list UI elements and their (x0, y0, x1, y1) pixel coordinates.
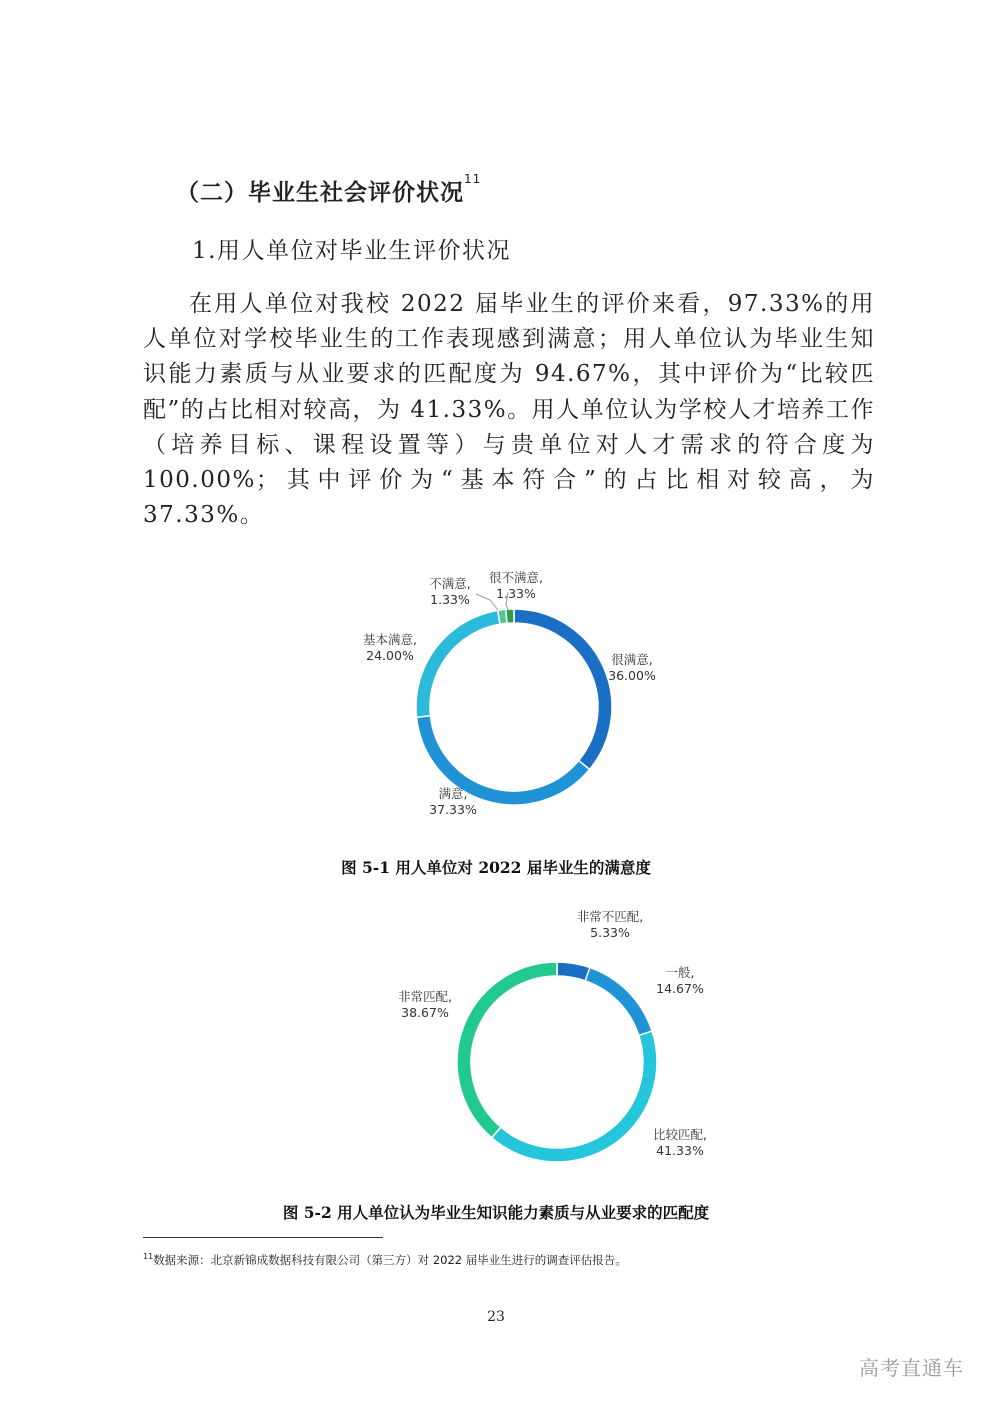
donut-slice (506, 609, 514, 623)
figure-caption-5-1: 图 5-1 用人单位对 2022 届毕业生的满意度 (341, 858, 651, 877)
slice-name-label: 不满意, (429, 576, 471, 591)
slice-value-label: 1.33% (430, 592, 470, 607)
slice-name-label: 比较匹配, (653, 1127, 707, 1142)
slice-value-label: 24.00% (366, 648, 414, 663)
slice-value-label: 37.33% (429, 802, 477, 817)
match-donut-svg (370, 905, 730, 1175)
slice-value-label: 36.00% (608, 668, 656, 683)
section-heading-text: （二）毕业生社会评价状况 (176, 180, 464, 206)
slice-name-label: 很不满意, (489, 570, 543, 585)
satisfaction-donut-chart (330, 560, 690, 830)
body-paragraph: 在用人单位对我校 2022 届毕业生的评价来看，97.33%的用人单位对学校毕业生的工作表现感到满意；用人单位认为毕业生知识能力素质与从业要求的匹配度为 94.67%，其中评价为“比较匹配”的占比相对较高，为 41.33%。用人单位认为学校人才培养工作（培养目标、课程设置等）与贵单位对人才需求的符合度为 100.00%；其中评价为“基本符合”的占比相对较高，为 37.33%。 (143, 291, 875, 529)
match-donut-chart (370, 905, 730, 1175)
footnote-divider (143, 1237, 383, 1238)
slice-name-label: 很满意, (611, 652, 653, 667)
donut-slice (557, 962, 590, 981)
footnote-text: 数据来源：北京新锦成数据科技有限公司（第三方）对 2022 届毕业生进行的调查评估报告。 (153, 1253, 627, 1267)
watermark: 高考直通车 (859, 1356, 964, 1380)
slice-name-label: 非常匹配, (398, 989, 452, 1004)
slice-name-label: 非常不匹配, (576, 909, 644, 924)
slice-value-label: 1.33% (496, 586, 536, 601)
satisfaction-donut-svg (330, 560, 690, 830)
slice-value-label: 38.67% (401, 1005, 449, 1020)
donut-slice (514, 609, 612, 769)
leader-line (476, 594, 498, 610)
donut-slice (416, 610, 500, 717)
footnote-number: 11 (143, 1252, 154, 1261)
slice-value-label: 5.33% (590, 925, 630, 940)
donut-slice (492, 1031, 657, 1162)
subsection-heading: 1.用人单位对毕业生评价状况 (192, 238, 511, 264)
donut-slice (457, 962, 557, 1138)
slice-name-label: 满意, (438, 786, 468, 801)
footnote (143, 1252, 627, 1268)
figure-caption-5-2: 图 5-2 用人单位认为毕业生知识能力素质与从业要求的匹配度 (282, 1203, 710, 1222)
slice-name-label: 基本满意, (363, 632, 417, 647)
page-number: 23 (487, 1309, 505, 1325)
slice-value-label: 41.33% (656, 1143, 704, 1158)
footnote-reference: 11 (464, 172, 482, 186)
donut-slice (585, 968, 652, 1036)
slice-name-label: 一般, (665, 965, 695, 980)
slice-value-label: 14.67% (656, 981, 704, 996)
section-heading (176, 174, 481, 207)
